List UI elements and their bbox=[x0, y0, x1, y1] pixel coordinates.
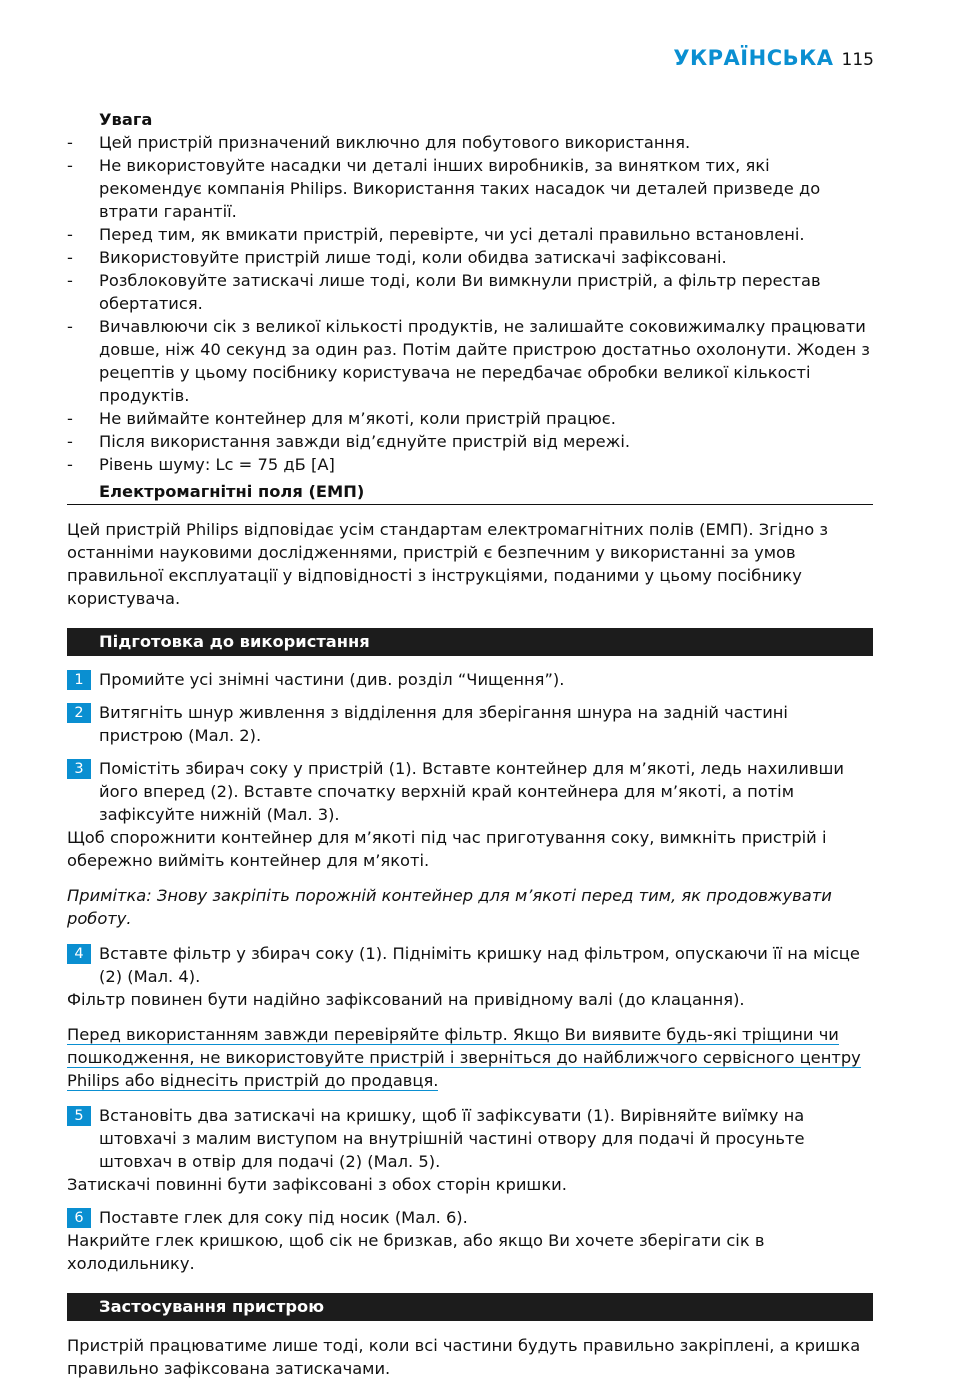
step-number-badge: 6 bbox=[67, 1208, 91, 1228]
step-3-detail: Щоб спорожнити контейнер для м’якоті під час приготування соку, вимкніть пристрій і обережно вийміть контейнер для м’якоті. bbox=[67, 828, 827, 870]
step-text: Встановіть два затискачі на кришку, щоб її зафіксувати (1). Вирівняйте виїмку на штовхачі з малим виступом на внутрішній частині отвору для подачі й просуньте штовхач в отвір для подачі (2) (Мал. 5). bbox=[99, 1106, 805, 1171]
list-item: - Цей пристрій призначений виключно для побутового використання. bbox=[67, 131, 873, 154]
list-item: - Використовуйте пристрій лише тоді, коли обидва затискачі зафіксовані. bbox=[67, 246, 873, 269]
manual-content bbox=[67, 108, 873, 1380]
step-6-detail: Накрийте глек кришкою, щоб сік не бризкав, або якщо Ви хочете зберігати сік в холодильнику. bbox=[67, 1231, 765, 1273]
step-text: Помістіть збирач соку у пристрій (1). Вставте контейнер для м’якоті, ледь нахиливши його вперед (2). Вставте спочатку верхній край контейнера для м’якоті, а потім зафіксуйте нижній (Мал. 3). bbox=[99, 759, 844, 824]
emf-paragraph: Цей пристрій Philips відповідає усім стандартам електромагнітних полів (ЕМП). Згідно з останніми науковими дослідженнями, пристрій є безпечним у використанні за умов правильної експлуатації у відповідності з інструкціями, поданими у цьому посібнику користувача. bbox=[67, 520, 828, 608]
page-header bbox=[673, 46, 874, 70]
list-item: - Рівень шуму: Lc = 75 дБ [A] bbox=[67, 453, 873, 476]
emf-heading-rule bbox=[67, 480, 873, 505]
step-number-badge: 5 bbox=[67, 1106, 91, 1126]
step-5-detail: Затискачі повинні бути зафіксовані з обох сторін кришки. bbox=[67, 1175, 567, 1194]
section-bar-usage: Застосування пристрою bbox=[67, 1293, 873, 1321]
step-4 bbox=[67, 942, 873, 988]
list-item: - Вичавлюючи сік з великої кількості продуктів, не залишайте соковижималку працювати довше, ніж 40 секунд за один раз. Потім дайте пристрою достатньо охолонути. Жоден з рецептів у цьому посібнику користувача не передбачає обробки великої кількості продуктів. bbox=[67, 315, 873, 407]
step-number-badge: 3 bbox=[67, 759, 91, 779]
caution-list bbox=[67, 131, 873, 476]
step-2 bbox=[67, 701, 873, 747]
emf-heading: Електромагнітні поля (ЕМП) bbox=[99, 482, 365, 501]
step-number-badge: 4 bbox=[67, 944, 91, 964]
step-4-detail: Фільтр повинен бути надійно зафіксований на привідному валі (до клацання). bbox=[67, 990, 745, 1009]
section-bar-preparation: Підготовка до використання bbox=[67, 628, 873, 656]
usage-paragraph: Пристрій працюватиме лише тоді, коли всі частини будуть правильно закріплені, а кришка правильно зафіксована затискачами. bbox=[67, 1336, 861, 1378]
step-3 bbox=[67, 757, 873, 826]
list-item: - Після використання завжди від’єднуйте пристрій від мережі. bbox=[67, 430, 873, 453]
step-5 bbox=[67, 1104, 873, 1173]
step-text: Поставте глек для соку під носик (Мал. 6). bbox=[99, 1208, 468, 1227]
list-item: - Не використовуйте насадки чи деталі інших виробників, за винятком тих, які рекомендує компанія Philips. Використання таких насадок чи деталей призведе до втрати гарантії. bbox=[67, 154, 873, 223]
step-text: Промийте усі знімні частини (див. розділ “Чищення”). bbox=[99, 670, 565, 689]
warning-text: Перед використанням завжди перевіряйте фільтр. Якщо Ви виявите будь-які тріщини чи пошкодження, не використовуйте пристрій і зверніться до найближчого сервісного центру Philips або віднесіть пристрій до продавця. bbox=[67, 1025, 861, 1090]
step-6 bbox=[67, 1206, 873, 1229]
list-item: - Не виймайте контейнер для м’якоті, коли пристрій працює. bbox=[67, 407, 873, 430]
step-1 bbox=[67, 668, 873, 691]
caution-heading: Увага bbox=[99, 110, 153, 129]
note-text: Примітка: Знову закріпіть порожній контейнер для м’якоті перед тим, як продовжувати роботу. bbox=[67, 886, 832, 928]
step-number-badge: 2 bbox=[67, 703, 91, 723]
list-item: - Перед тим, як вмикати пристрій, перевірте, чи усі деталі правильно встановлені. bbox=[67, 223, 873, 246]
step-text: Витягніть шнур живлення з відділення для зберігання шнура на задній частині пристрою (Мал. 2). bbox=[99, 703, 788, 745]
step-text: Вставте фільтр у збирач соку (1). Підніміть кришку над фільтром, опускаючи її на місце (2) (Мал. 4). bbox=[99, 944, 860, 986]
language-title: УКРАЇНСЬКА bbox=[673, 46, 834, 70]
list-item: - Розблоковуйте затискачі лише тоді, коли Ви вимкнули пристрій, а фільтр перестав обертатися. bbox=[67, 269, 873, 315]
step-number-badge: 1 bbox=[67, 670, 91, 690]
page-number: 115 bbox=[841, 50, 874, 70]
warning-paragraph bbox=[67, 1023, 873, 1092]
